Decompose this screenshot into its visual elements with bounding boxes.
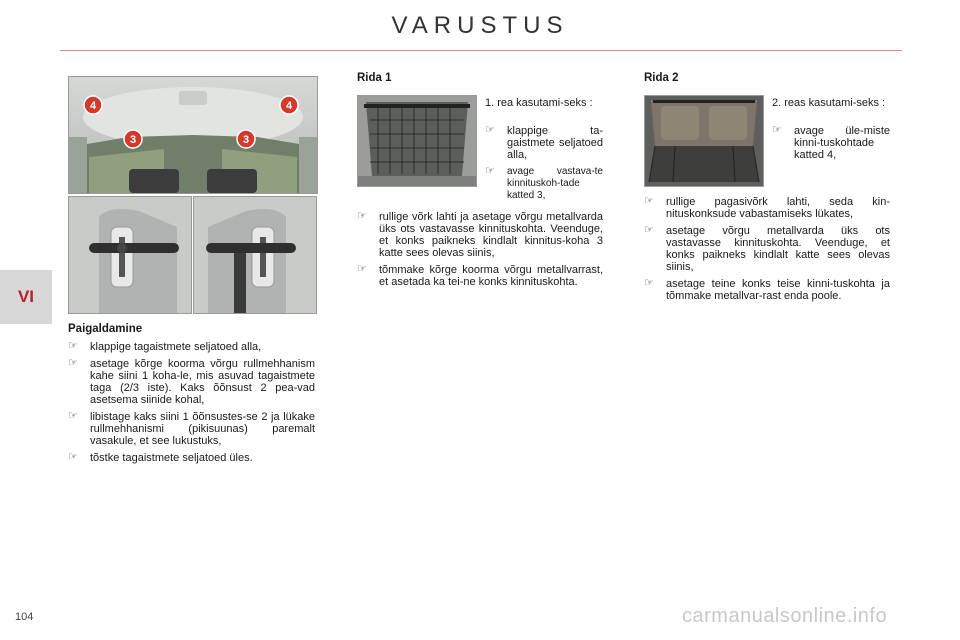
paigaldamine-list bbox=[68, 341, 315, 469]
list-item: ☞ tõmmake kõrge koorma võrgu metallvarrast, et asetada ka tei-ne konks kinnituskohta. bbox=[357, 264, 603, 288]
svg-text:4: 4 bbox=[89, 100, 97, 112]
svg-text:3: 3 bbox=[129, 134, 137, 146]
header-divider bbox=[60, 50, 902, 51]
list-item: ☞ asetage kõrge koorma võrgu rullmehhanism kahe siini 1 koha-le, mis asuvad tagaistmete taga (2/3 iste). Kaks õõnsust 2 pea-vad asetsema siinide kohal, bbox=[68, 358, 315, 406]
rida1-sublist bbox=[485, 125, 603, 207]
list-item: ☞ asetage võrgu metallvarda üks ots vastavasse kinnituskohta. Veenduge, et konks paikneks kindlalt katte sees olevas siinis, bbox=[644, 225, 890, 273]
rida1-intro: 1. rea kasutami-seks : bbox=[485, 97, 593, 109]
list-item: ☞ asetage teine konks teise kinni-tuskohta ja tõmmake metallvar-rast enda poole. bbox=[644, 278, 890, 302]
rida1-list bbox=[357, 211, 603, 293]
list-item: ☞ tõstke tagaistmete seljatoed üles. bbox=[68, 452, 315, 464]
rida2-net-photo bbox=[644, 95, 764, 187]
list-item: ☞ klappige ta-gaistmete seljatoed alla, bbox=[485, 125, 603, 161]
chapter-tab bbox=[0, 270, 52, 324]
list-item: ☞ avage vastava-te kinnituskoh-tade katted 3, bbox=[485, 166, 603, 202]
list-item: ☞ rullige pagasivõrk lahti, seda kin-nituskonksude vabastamiseks lükates, bbox=[644, 196, 890, 220]
callout-4-right bbox=[280, 96, 298, 114]
rida2-intro: 2. reas kasutami-seks : bbox=[772, 97, 886, 109]
callout-3-right bbox=[237, 130, 255, 148]
list-item: ☞ klappige tagaistmete seljatoed alla, bbox=[68, 341, 315, 353]
hook-detail-photo-left bbox=[68, 196, 192, 314]
rida1-heading: Rida 1 bbox=[357, 72, 392, 84]
svg-text:4: 4 bbox=[285, 100, 293, 112]
rida2-sublist bbox=[772, 125, 890, 166]
hook-detail-photo-right bbox=[193, 196, 317, 314]
paigaldamine-heading: Paigaldamine bbox=[68, 323, 143, 335]
watermark: carmanualsonline.info bbox=[682, 605, 888, 627]
svg-text:3: 3 bbox=[242, 134, 250, 146]
rida2-list bbox=[644, 196, 890, 307]
chapter-label: VI bbox=[17, 287, 35, 306]
rida1-net-photo bbox=[357, 95, 477, 187]
callout-3-left bbox=[124, 130, 142, 148]
list-item: ☞ libistage kaks siini 1 õõnsustes-se 2 ja lükake rullmehhanismi (pikisuunas) paremalt vasakule, et see lukustuks, bbox=[68, 411, 315, 447]
page-title: VARUSTUS bbox=[391, 12, 569, 39]
rida2-heading: Rida 2 bbox=[644, 72, 679, 84]
list-item: ☞ rullige võrk lahti ja asetage võrgu metallvarda üks ots vastavasse kinnituskohta. Veenduge, et konks paikneks kindlalt kinnitus-koha 3 katte sees olevas siinis, bbox=[357, 211, 603, 259]
callout-4-left bbox=[84, 96, 102, 114]
roof-anchor-photo bbox=[68, 76, 318, 194]
page-number: 104 bbox=[15, 611, 34, 623]
list-item: ☞ avage üle-miste kinni-tuskohtade katted 4, bbox=[772, 125, 890, 161]
